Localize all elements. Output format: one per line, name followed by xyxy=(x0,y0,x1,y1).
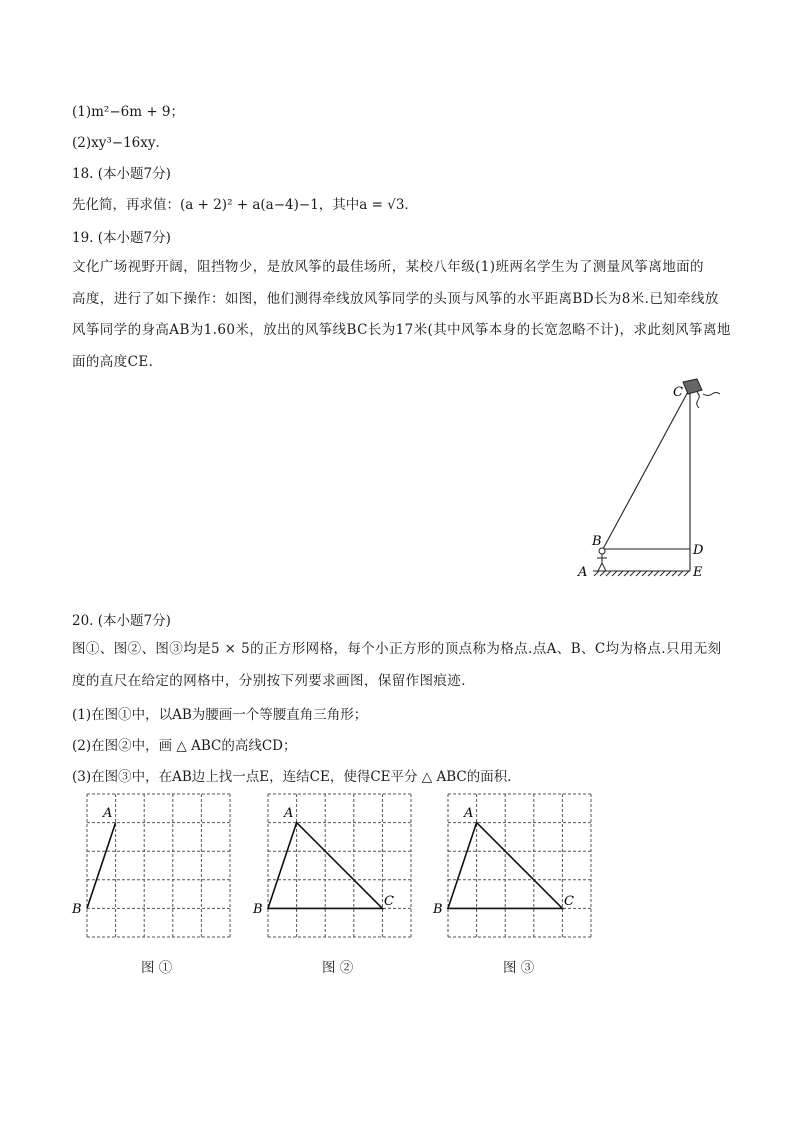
q20-part1: (1)在图①中，以AB为腰画一个等腰直角三角形； xyxy=(72,707,368,723)
q19-header: 19. (本小题7分) xyxy=(72,230,171,246)
q17-part2: (2)xy³−16xy． xyxy=(72,135,170,151)
q19-body xyxy=(72,252,731,378)
grid1-label-a: A xyxy=(103,806,113,821)
q20-line-1: 图①、图②、图③均是5 × 5的正方形网格，每个小正方形的顶点称为格点.点A、B、C均为格点.只用无刻 xyxy=(72,641,722,657)
grid-figure-1 xyxy=(70,790,240,945)
grid3-label-a: A xyxy=(464,806,474,821)
grid3-label-b: B xyxy=(433,902,443,917)
q20-body xyxy=(72,634,722,697)
grid3-label-c: C xyxy=(564,894,574,909)
grid2-label-a: A xyxy=(284,806,294,821)
q20-line-2: 度的直尺在给定的网格中，分别按下列要求画图，保留作图痕迹． xyxy=(72,672,476,689)
grid2-label-b: B xyxy=(253,902,263,917)
grid2-label-c: C xyxy=(384,894,394,909)
grid-figure-3 xyxy=(430,790,600,945)
q17-part1: (1)m²−6m + 9； xyxy=(72,104,185,120)
grid-caption-2: 图 ② xyxy=(322,960,354,976)
segment-ab xyxy=(87,823,116,909)
grid-caption-1: 图 ① xyxy=(141,960,173,976)
q19-line-2: 高度，进行了如下操作：如图，他们测得牵线放风筝同学的头顶与风筝的水平距离BD长为8米.已知牵线放 xyxy=(72,290,719,307)
kite-label-a: A xyxy=(578,565,588,580)
kite-icon xyxy=(683,379,720,408)
q19-line-1: 文化广场视野开阔，阻挡物少，是放风筝的最佳场所，某校八年级(1)班两名学生为了测量风筝离地面的 xyxy=(72,259,704,275)
person-icon xyxy=(597,548,607,571)
segment-bc xyxy=(603,388,690,549)
q20-header: 20. (本小题7分) xyxy=(72,613,171,629)
q20-part3: (3)在图③中，在AB边上找一点E，连结CE，使得CE平分 △ ABC的面积． xyxy=(72,769,521,785)
q19-line-3: 风筝同学的身高AB为1.60米，放出的风筝线BC长为17米(其中风筝本身的长宽忽略不计)，求此刻风筝离地 xyxy=(72,322,731,338)
grid1-label-b: B xyxy=(72,902,82,917)
q20-part2: (2)在图②中，画 △ ABC的高线CD； xyxy=(72,738,297,754)
kite-figure xyxy=(560,372,740,584)
q18-text: 先化简，再求值：(a + 2)² + a(a−4)−1，其中a = √3． xyxy=(72,197,418,213)
q19-line-4: 面的高度CE. xyxy=(72,353,154,370)
q18-header: 18. (本小题7分) xyxy=(72,166,171,182)
kite-label-e: E xyxy=(693,565,703,580)
grid-figure-2 xyxy=(250,790,420,945)
kite-label-b: B xyxy=(592,534,602,549)
grid-caption-3: 图 ③ xyxy=(503,960,535,976)
kite-label-d: D xyxy=(693,543,704,558)
ground-hatch xyxy=(593,571,690,576)
kite-label-c: C xyxy=(673,385,683,400)
